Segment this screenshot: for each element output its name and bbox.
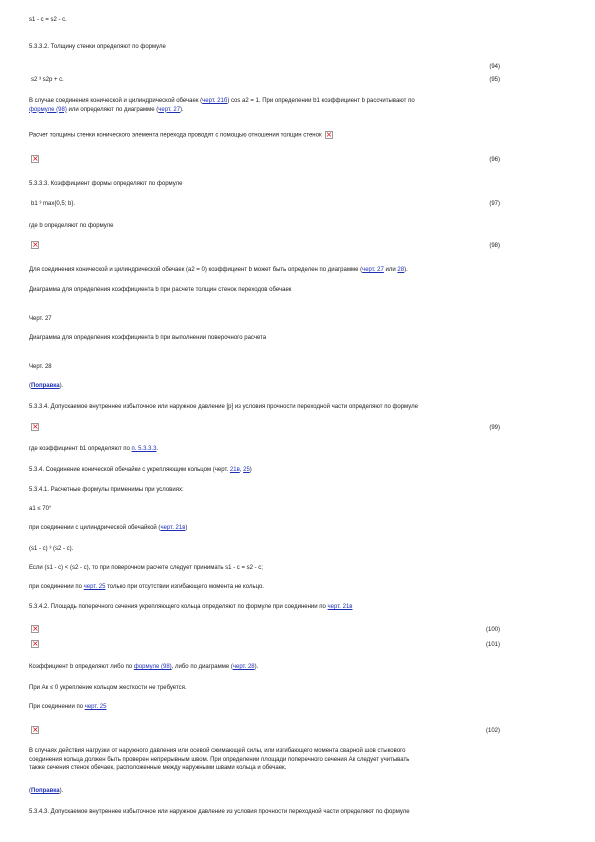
paragraph: Если (s1 - c) < (s2 - c), то при поверочном расчете следует принимать s1 - c = s2 - c; <box>29 565 263 571</box>
link-section-5-3-3-3[interactable]: п. 5.3.3.3 <box>131 446 157 452</box>
paragraph: 5.3.4.1. Расчетные формулы применимы при условиях: <box>29 487 184 493</box>
diagram-caption: Диаграмма для определения коэффициента b при выполнении поверочного расчета <box>29 335 267 341</box>
broken-image-icon <box>31 625 39 633</box>
paragraph: 5.3.4.2. Площадь поперечного сечения укрепляющего кольца определяют по формуле при соединении по черт. 21в <box>29 604 353 610</box>
chart-label: Черт. 27 <box>29 316 52 322</box>
equation-number: (94) <box>489 64 500 70</box>
diagram-caption: Диаграмма для определения коэффициента b при расчете толщин стенок переходов обечаек <box>29 287 292 293</box>
paragraph: В случаях действия нагрузки от наружного давления или осевой сжимающей силы, или изгибающего момента сварной шов стыкового соединения кольца должен быть проверен непрерывным швом. При определении площади поперечного сечения Aк следует учитывать также сечения стенок обечаек, расположенные между наружными швами кольца и обечаек. <box>29 748 410 772</box>
paragraph: Для соединения конической и цилиндрической обечаек (a2 = 0) коэффициент b может быть определен по диаграмме (черт. 27 или 28). <box>29 267 408 273</box>
equation-number: (98) <box>489 243 500 249</box>
equation-number: (99) <box>489 425 500 431</box>
broken-image-icon <box>325 131 333 139</box>
link-chart-28[interactable]: черт. 28 <box>232 664 255 670</box>
amendment-line: (Поправка). <box>29 383 64 389</box>
link-chart-27[interactable]: черт. 27 <box>362 267 384 273</box>
link-amendment[interactable]: Поправка <box>31 383 60 389</box>
formula-line: b1 ³ max{0,5; b}. <box>31 201 76 207</box>
link-28[interactable]: 28 <box>397 267 405 273</box>
link-chart-21a[interactable]: черт. 21в <box>160 525 186 531</box>
broken-image-icon <box>31 241 39 249</box>
formula-line: a1 ≤ 70° <box>29 506 52 512</box>
paragraph: 5.3.3.2. Толщину стенки определяют по формуле <box>29 44 166 50</box>
chart-label: Черт. 28 <box>29 364 52 370</box>
paragraph: при соединении по черт. 25 только при отсутствии изгибающего момента не кольцо. <box>29 584 264 590</box>
paragraph: 5.3.3.3. Коэффициент формы определяют по формуле <box>29 181 183 187</box>
paragraph: где коэффициент b1 определяют по п. 5.3.3.3. <box>29 446 159 452</box>
paragraph: 5.3.4. Соединение конической обечайки с укрепляющим кольцом (черт. 21в, 25) <box>29 467 252 473</box>
link-chart-25[interactable]: черт. 25 <box>83 584 106 590</box>
formula-line: s2 ³ s2p + c. <box>31 77 64 83</box>
broken-image-icon <box>31 155 39 163</box>
link-formula-98[interactable]: формуле (98) <box>29 106 67 113</box>
equation-number: (100) <box>485 627 500 633</box>
link-amendment[interactable]: Поправка <box>31 788 60 794</box>
amendment-line: (Поправка). <box>29 788 64 794</box>
link-formula-98[interactable]: формуле (98) <box>133 664 172 670</box>
paragraph: При соединении по черт. 25 <box>29 704 107 710</box>
equation-number: (102) <box>485 728 500 734</box>
paragraph: где b определяют по формуле <box>29 223 114 229</box>
paragraph: при соединении с цилиндрической обечайкой (черт. 21в) <box>29 525 188 531</box>
link-21a[interactable]: 21в <box>229 467 240 473</box>
formula-line: s1 - c = s2 - c. <box>29 17 67 23</box>
equation-number: (96) <box>489 157 500 163</box>
equation-number: (95) <box>489 77 500 83</box>
link-chart-21b[interactable]: черт. 21б <box>202 98 228 104</box>
equation-number: (101) <box>485 642 500 648</box>
link-chart-27[interactable]: черт. 27 <box>158 106 181 113</box>
link-25[interactable]: 25 <box>243 467 250 473</box>
broken-image-icon <box>31 640 39 648</box>
paragraph: При Ак ≤ 0 укрепление кольцом жесткости не требуется. <box>29 685 187 691</box>
link-chart-25[interactable]: черт. 25 <box>84 704 107 710</box>
paragraph: В случае соединения конической и цилиндрической обечаек (черт. 21б) cos a2 = 1. При определении b1 коэффициент b рассчитывают по формуле (98) или определяют по диаграмме (черт. 27). <box>29 98 415 113</box>
paragraph: Расчет толщины стенки конического элемента перехода проводят с помощью отношения толщин стенок× <box>29 131 333 140</box>
formula-line: (s1 - c) ³ (s2 - c). <box>29 546 74 552</box>
paragraph: Коэффициент b определяют либо по формуле (98), либо по диаграмме (черт. 28). <box>29 664 259 670</box>
broken-image-icon <box>31 726 39 734</box>
paragraph: 5.3.3.4. Допускаемое внутреннее избыточное или наружное давление [p] из условия прочности переходной части определяют по формуле <box>29 404 418 410</box>
equation-number: (97) <box>489 201 500 207</box>
link-chart-21a[interactable]: черт. 21в <box>327 604 353 610</box>
paragraph: 5.3.4.3. Допускаемое внутреннее избыточное или наружное давление из условия прочности переходной части определяют по формуле <box>29 809 410 815</box>
broken-image-icon <box>31 423 39 431</box>
